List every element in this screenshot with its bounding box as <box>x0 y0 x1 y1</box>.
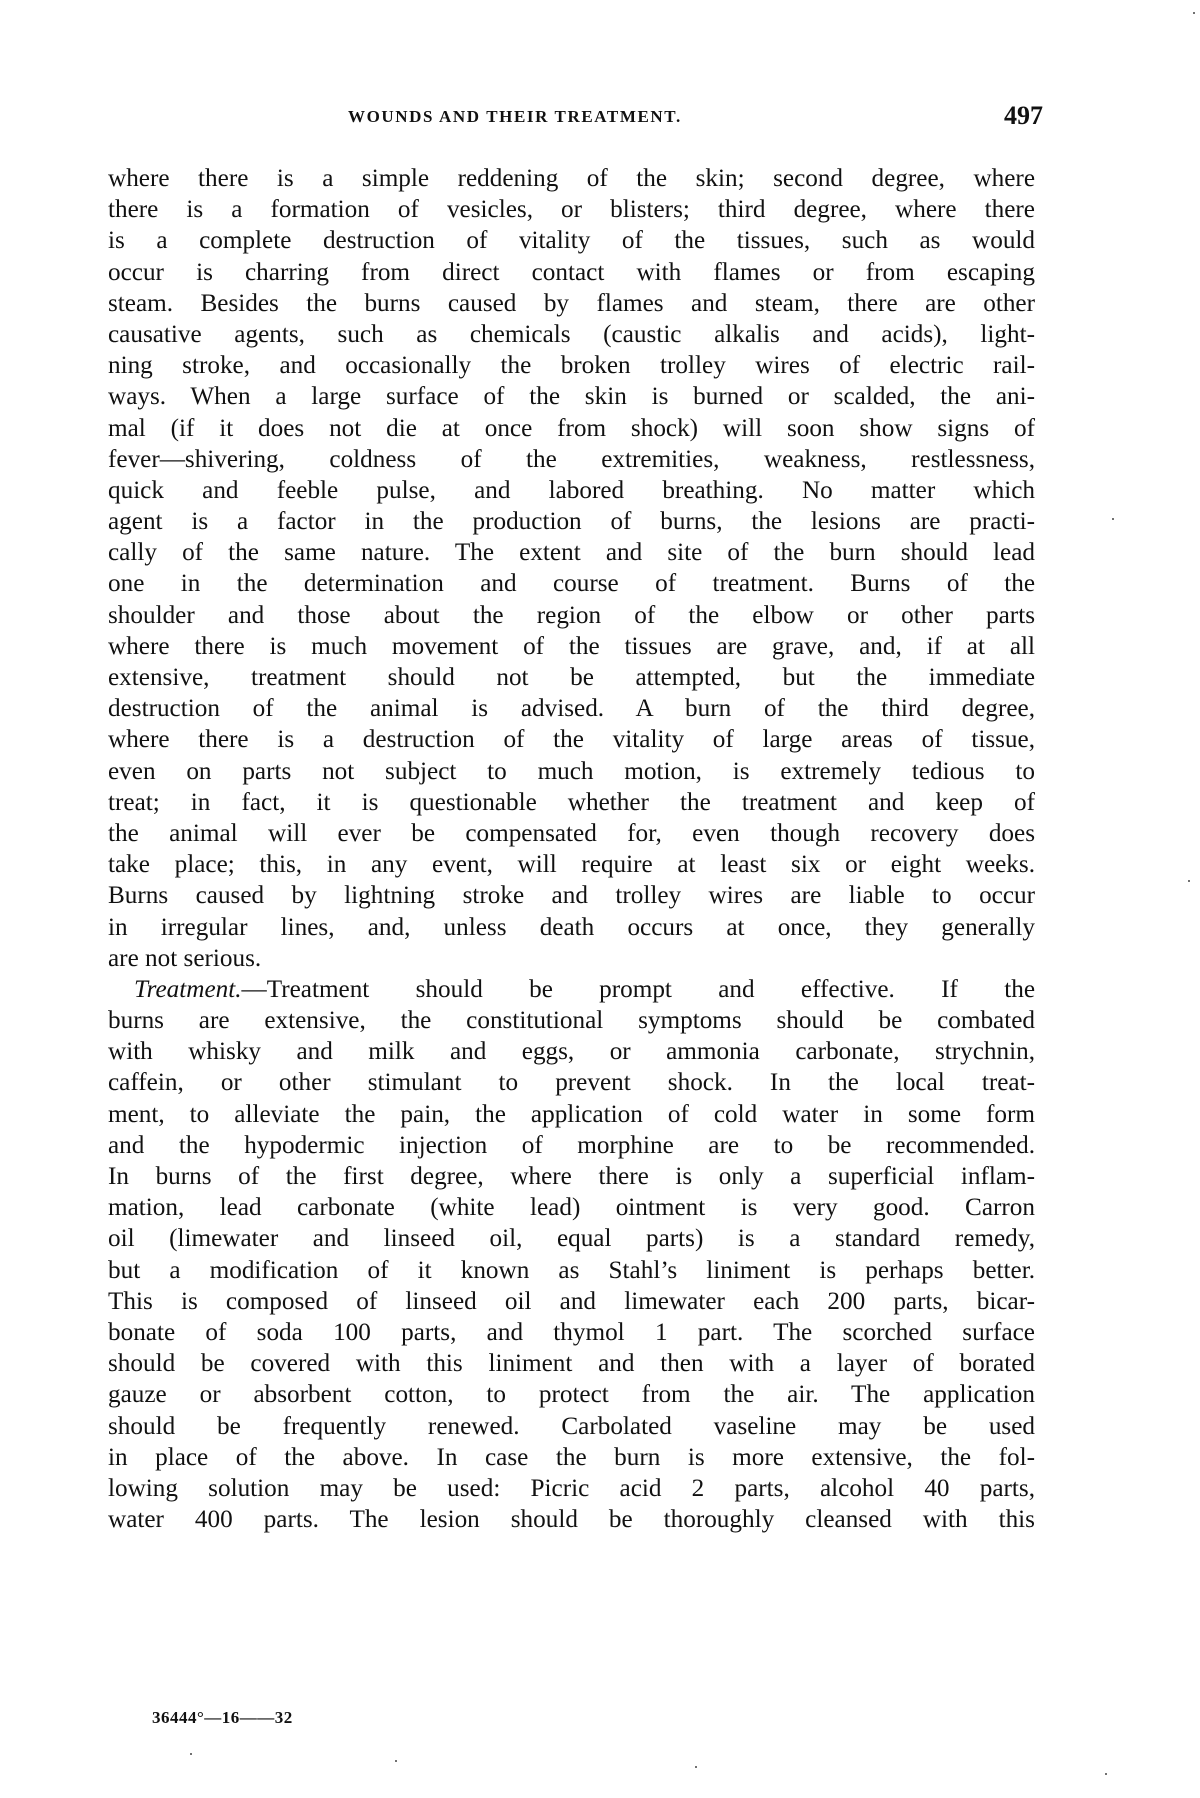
text-line: Burns caused by lightning stroke and trolley wires are liable to occur <box>108 882 1035 910</box>
text-line: caffein, or other stimulant to prevent shock. In the local treat- <box>108 1069 1035 1097</box>
text-line: one in the determination and course of treatment. Burns of the <box>108 570 1035 598</box>
scan-speck <box>1193 12 1195 14</box>
text-line: extensive, treatment should not be attempted, but the immediate <box>108 664 1035 691</box>
paragraph-treatment <box>108 974 1035 1535</box>
body-text <box>108 163 1035 1535</box>
text-line: mal (if it does not die at once from shock) will soon show signs of <box>108 414 1035 442</box>
text-line: are not serious. <box>108 944 262 972</box>
text-line: the animal will ever be compensated for, even though recovery does <box>108 819 1035 847</box>
scan-speck <box>395 1760 397 1762</box>
text-line: even on parts not subject to much motion, is extremely tedious to <box>108 757 1035 785</box>
text-line: should be frequently renewed. Carbolated vaseline may be used <box>108 1412 1035 1440</box>
text-line: where there is a destruction of the vitality of large areas of tissue, <box>108 726 1035 754</box>
text-line: with whisky and milk and eggs, or ammonia carbonate, strychnin, <box>108 1038 1035 1066</box>
scan-speck <box>1105 1773 1107 1775</box>
scan-speck <box>1112 518 1114 520</box>
section-lead-heading: Treatment. <box>134 975 242 1003</box>
page-number: 497 <box>1004 101 1043 130</box>
text-line: mation, lead carbonate (white lead) ointment is very good. Carron <box>108 1194 1035 1222</box>
text-line: burns are extensive, the constitutional symptoms should be combated <box>108 1007 1035 1035</box>
text-line: ning stroke, and occasionally the broken trolley wires of electric rail- <box>108 352 1035 380</box>
text-line: where there is much movement of the tissues are grave, and, if at all <box>108 632 1035 660</box>
text-line: where there is a simple reddening of the skin; second degree, where <box>108 165 1035 192</box>
scan-speck <box>190 1753 192 1755</box>
text-line: should be covered with this liniment and then with a layer of borated <box>108 1350 1035 1378</box>
printer-signature-mark: 36444°—16——32 <box>152 1708 293 1727</box>
text-line: gauze or absorbent cotton, to protect from the air. The application <box>108 1381 1035 1409</box>
text-line: fever—shivering, coldness of the extremities, weakness, restlessness, <box>108 445 1035 473</box>
text-line: there is a formation of vesicles, or blisters; third degree, where there <box>108 196 1035 224</box>
scan-speck <box>1188 880 1190 882</box>
text-line: take place; this, in any event, will require at least six or eight weeks. <box>108 851 1035 879</box>
text-line: oil (limewater and linseed oil, equal parts) is a standard remedy, <box>108 1225 1035 1253</box>
text-line: water 400 parts. The lesion should be thoroughly cleansed with this <box>108 1506 1035 1534</box>
text-line: cally of the same nature. The extent and site of the burn should lead <box>108 539 1035 567</box>
running-head-title: WOUNDS AND THEIR TREATMENT. <box>348 107 682 126</box>
text-line: agent is a factor in the production of burns, the lesions are practi- <box>108 508 1035 536</box>
text-line: ment, to alleviate the pain, the application of cold water in some form <box>108 1100 1035 1128</box>
text-line: quick and feeble pulse, and labored breathing. No matter which <box>108 476 1035 504</box>
text-line: This is composed of linseed oil and limewater each 200 parts, bicar- <box>108 1287 1035 1315</box>
text-line: occur is charring from direct contact with flames or from escaping <box>108 258 1035 286</box>
text-line: is a complete destruction of vitality of the tissues, such as would <box>108 227 1035 255</box>
text-line: shoulder and those about the region of the elbow or other parts <box>108 601 1035 629</box>
text-line: and the hypodermic injection of morphine are to be recommended. <box>108 1131 1035 1159</box>
text-line: in place of the above. In case the burn is more extensive, the fol- <box>108 1443 1035 1471</box>
text-line: ways. When a large surface of the skin is burned or scalded, the ani- <box>108 383 1035 411</box>
text-line: causative agents, such as chemicals (caustic alkalis and acids), light- <box>108 320 1035 348</box>
paragraph-burn-degrees <box>108 163 1035 974</box>
text-line: lowing solution may be used: Picric acid 2 parts, alcohol 40 parts, <box>108 1474 1035 1502</box>
scan-speck <box>695 1766 697 1768</box>
text-line: steam. Besides the burns caused by flames and steam, there are other <box>108 289 1035 317</box>
section-lead-text: —Treatment should be prompt and effective. If the <box>241 975 1035 1003</box>
text-line: destruction of the animal is advised. A burn of the third degree, <box>108 695 1035 723</box>
text-line: but a modification of it known as Stahl’s liniment is perhaps better. <box>108 1256 1035 1284</box>
text-line: treat; in fact, it is questionable whether the treatment and keep of <box>108 788 1035 816</box>
text-line: In burns of the first degree, where there is only a superficial inflam- <box>108 1163 1035 1190</box>
running-head <box>108 101 1043 133</box>
text-line: bonate of soda 100 parts, and thymol 1 part. The scorched surface <box>108 1318 1035 1346</box>
text-line <box>108 974 1035 1005</box>
text-line: in irregular lines, and, unless death occurs at once, they generally <box>108 913 1035 941</box>
